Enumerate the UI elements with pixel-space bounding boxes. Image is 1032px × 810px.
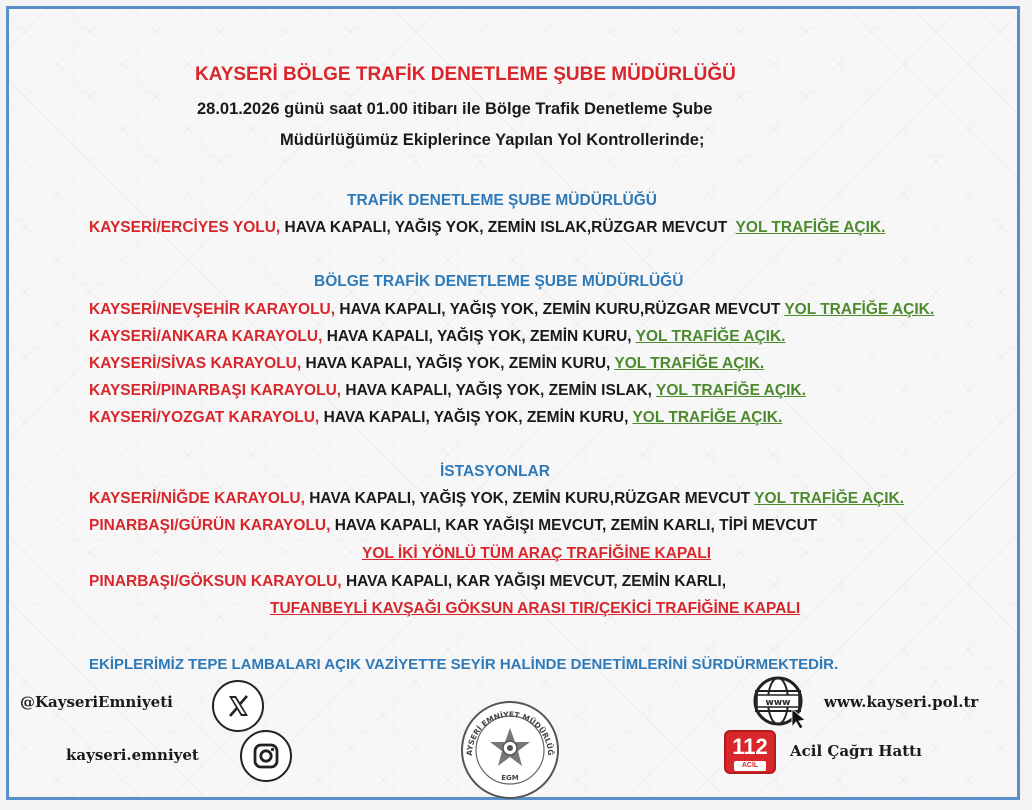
emergency-sub-label: ACİL xyxy=(734,761,766,771)
report-row xyxy=(89,409,782,427)
page-title: KAYSERİ BÖLGE TRAFİK DENETLEME ŞUBE MÜDÜRLÜĞÜ xyxy=(195,64,736,85)
intro-line-1: 28.01.2026 günü saat 01.00 itibarı ile Bölge Trafik Denetleme Şube xyxy=(197,100,713,118)
road-conditions: HAVA KAPALI, YAĞIŞ YOK, ZEMİN KURU, xyxy=(326,328,632,345)
road-status: YOL TRAFİĞE AÇIK. xyxy=(656,382,806,399)
emergency-112-icon xyxy=(724,730,776,774)
report-row xyxy=(89,517,817,535)
road-name: PINARBAŞI/GÖKSUN KARAYOLU, xyxy=(89,573,342,590)
section-heading-trafik: TRAFİK DENETLEME ŞUBE MÜDÜRLÜĞÜ xyxy=(347,192,657,209)
emergency-number: 112 xyxy=(732,734,768,759)
road-name: KAYSERİ/ANKARA KARAYOLU, xyxy=(89,328,323,345)
seal-bottom-label: EGM xyxy=(501,774,519,782)
road-status: YOL TRAFİĞE AÇIK. xyxy=(735,219,886,236)
report-row xyxy=(89,219,885,237)
www-label: www xyxy=(765,698,791,708)
road-name: KAYSERİ/NİĞDE KARAYOLU, xyxy=(89,490,305,507)
road-conditions: HAVA KAPALI, YAĞIŞ YOK, ZEMİN KURU, xyxy=(323,409,629,426)
road-conditions: HAVA KAPALI, YAĞIŞ YOK, ZEMİN KURU, xyxy=(305,355,611,372)
road-name: KAYSERİ/NEVŞEHİR KARAYOLU, xyxy=(89,301,336,318)
closing-statement: EKİPLERİMİZ TEPE LAMBALARI AÇIK VAZİYETTE SEYİR HALİNDE DENETİMLERİNİ SÜRDÜRMEKTEDİR. xyxy=(89,656,839,673)
road-status: YOL TRAFİĞE AÇIK. xyxy=(784,301,935,318)
road-closure-status: TUFANBEYLİ KAVŞAĞI GÖKSUN ARASI TIR/ÇEKİCİ TRAFİĞİNE KAPALI xyxy=(270,600,801,617)
road-closure-status: YOL İKİ YÖNLÜ TÜM ARAÇ TRAFİĞİNE KAPALI xyxy=(362,545,712,562)
police-seal-logo xyxy=(460,700,560,800)
section-heading-istasyonlar: İSTASYONLAR xyxy=(440,463,550,480)
road-conditions: HAVA KAPALI, KAR YAĞIŞI MEVCUT, ZEMİN KARLI, xyxy=(345,573,726,590)
road-conditions: HAVA KAPALI, YAĞIŞ YOK, ZEMİN ISLAK,RÜZGAR MEVCUT xyxy=(284,219,728,236)
road-status: YOL TRAFİĞE AÇIK. xyxy=(614,355,765,372)
bulletin-frame xyxy=(6,6,1020,800)
report-row xyxy=(89,301,934,319)
road-name: PINARBAŞI/GÜRÜN KARAYOLU, xyxy=(89,517,331,534)
website-link[interactable]: www.kayseri.pol.tr xyxy=(824,693,979,711)
road-conditions: HAVA KAPALI, YAĞIŞ YOK, ZEMİN KURU,RÜZGAR MEVCUT xyxy=(309,490,751,507)
road-name: KAYSERİ/ERCİYES YOLU, xyxy=(89,219,281,236)
road-conditions: HAVA KAPALI, KAR YAĞIŞI MEVCUT, ZEMİN KARLI, TİPİ MEVCUT xyxy=(334,517,818,534)
seal-text: AYSERİ EMNİYET MÜDÜRLÜĞ xyxy=(464,709,556,757)
road-status: YOL TRAFİĞE AÇIK. xyxy=(635,328,786,345)
report-row xyxy=(89,382,806,400)
report-row xyxy=(89,573,726,591)
road-status: YOL TRAFİĞE AÇIK. xyxy=(754,490,905,507)
instagram-icon[interactable] xyxy=(240,730,292,782)
road-conditions: HAVA KAPALI, YAĞIŞ YOK, ZEMİN KURU,RÜZGAR MEVCUT xyxy=(339,301,781,318)
road-name: KAYSERİ/PINARBAŞI KARAYOLU, xyxy=(89,382,342,399)
road-name: KAYSERİ/YOZGAT KARAYOLU, xyxy=(89,409,320,426)
road-conditions: HAVA KAPALI, YAĞIŞ YOK, ZEMİN ISLAK, xyxy=(345,382,652,399)
intro-line-2: Müdürlüğümüz Ekiplerince Yapılan Yol Kontrollerinde; xyxy=(280,131,705,149)
emergency-label: Acil Çağrı Hattı xyxy=(790,742,922,760)
report-row xyxy=(89,355,764,373)
instagram-handle: kayseri.emniyet xyxy=(66,746,199,764)
report-row xyxy=(89,490,904,508)
twitter-handle: @KayseriEmniyeti xyxy=(20,693,173,711)
globe-www-icon[interactable] xyxy=(750,675,814,729)
report-row xyxy=(89,328,785,346)
road-name: KAYSERİ/SİVAS KARAYOLU, xyxy=(89,355,302,372)
x-twitter-icon[interactable] xyxy=(212,680,264,732)
road-status: YOL TRAFİĞE AÇIK. xyxy=(632,409,783,426)
section-heading-bolge: BÖLGE TRAFİK DENETLEME ŞUBE MÜDÜRLÜĞÜ xyxy=(314,273,684,290)
